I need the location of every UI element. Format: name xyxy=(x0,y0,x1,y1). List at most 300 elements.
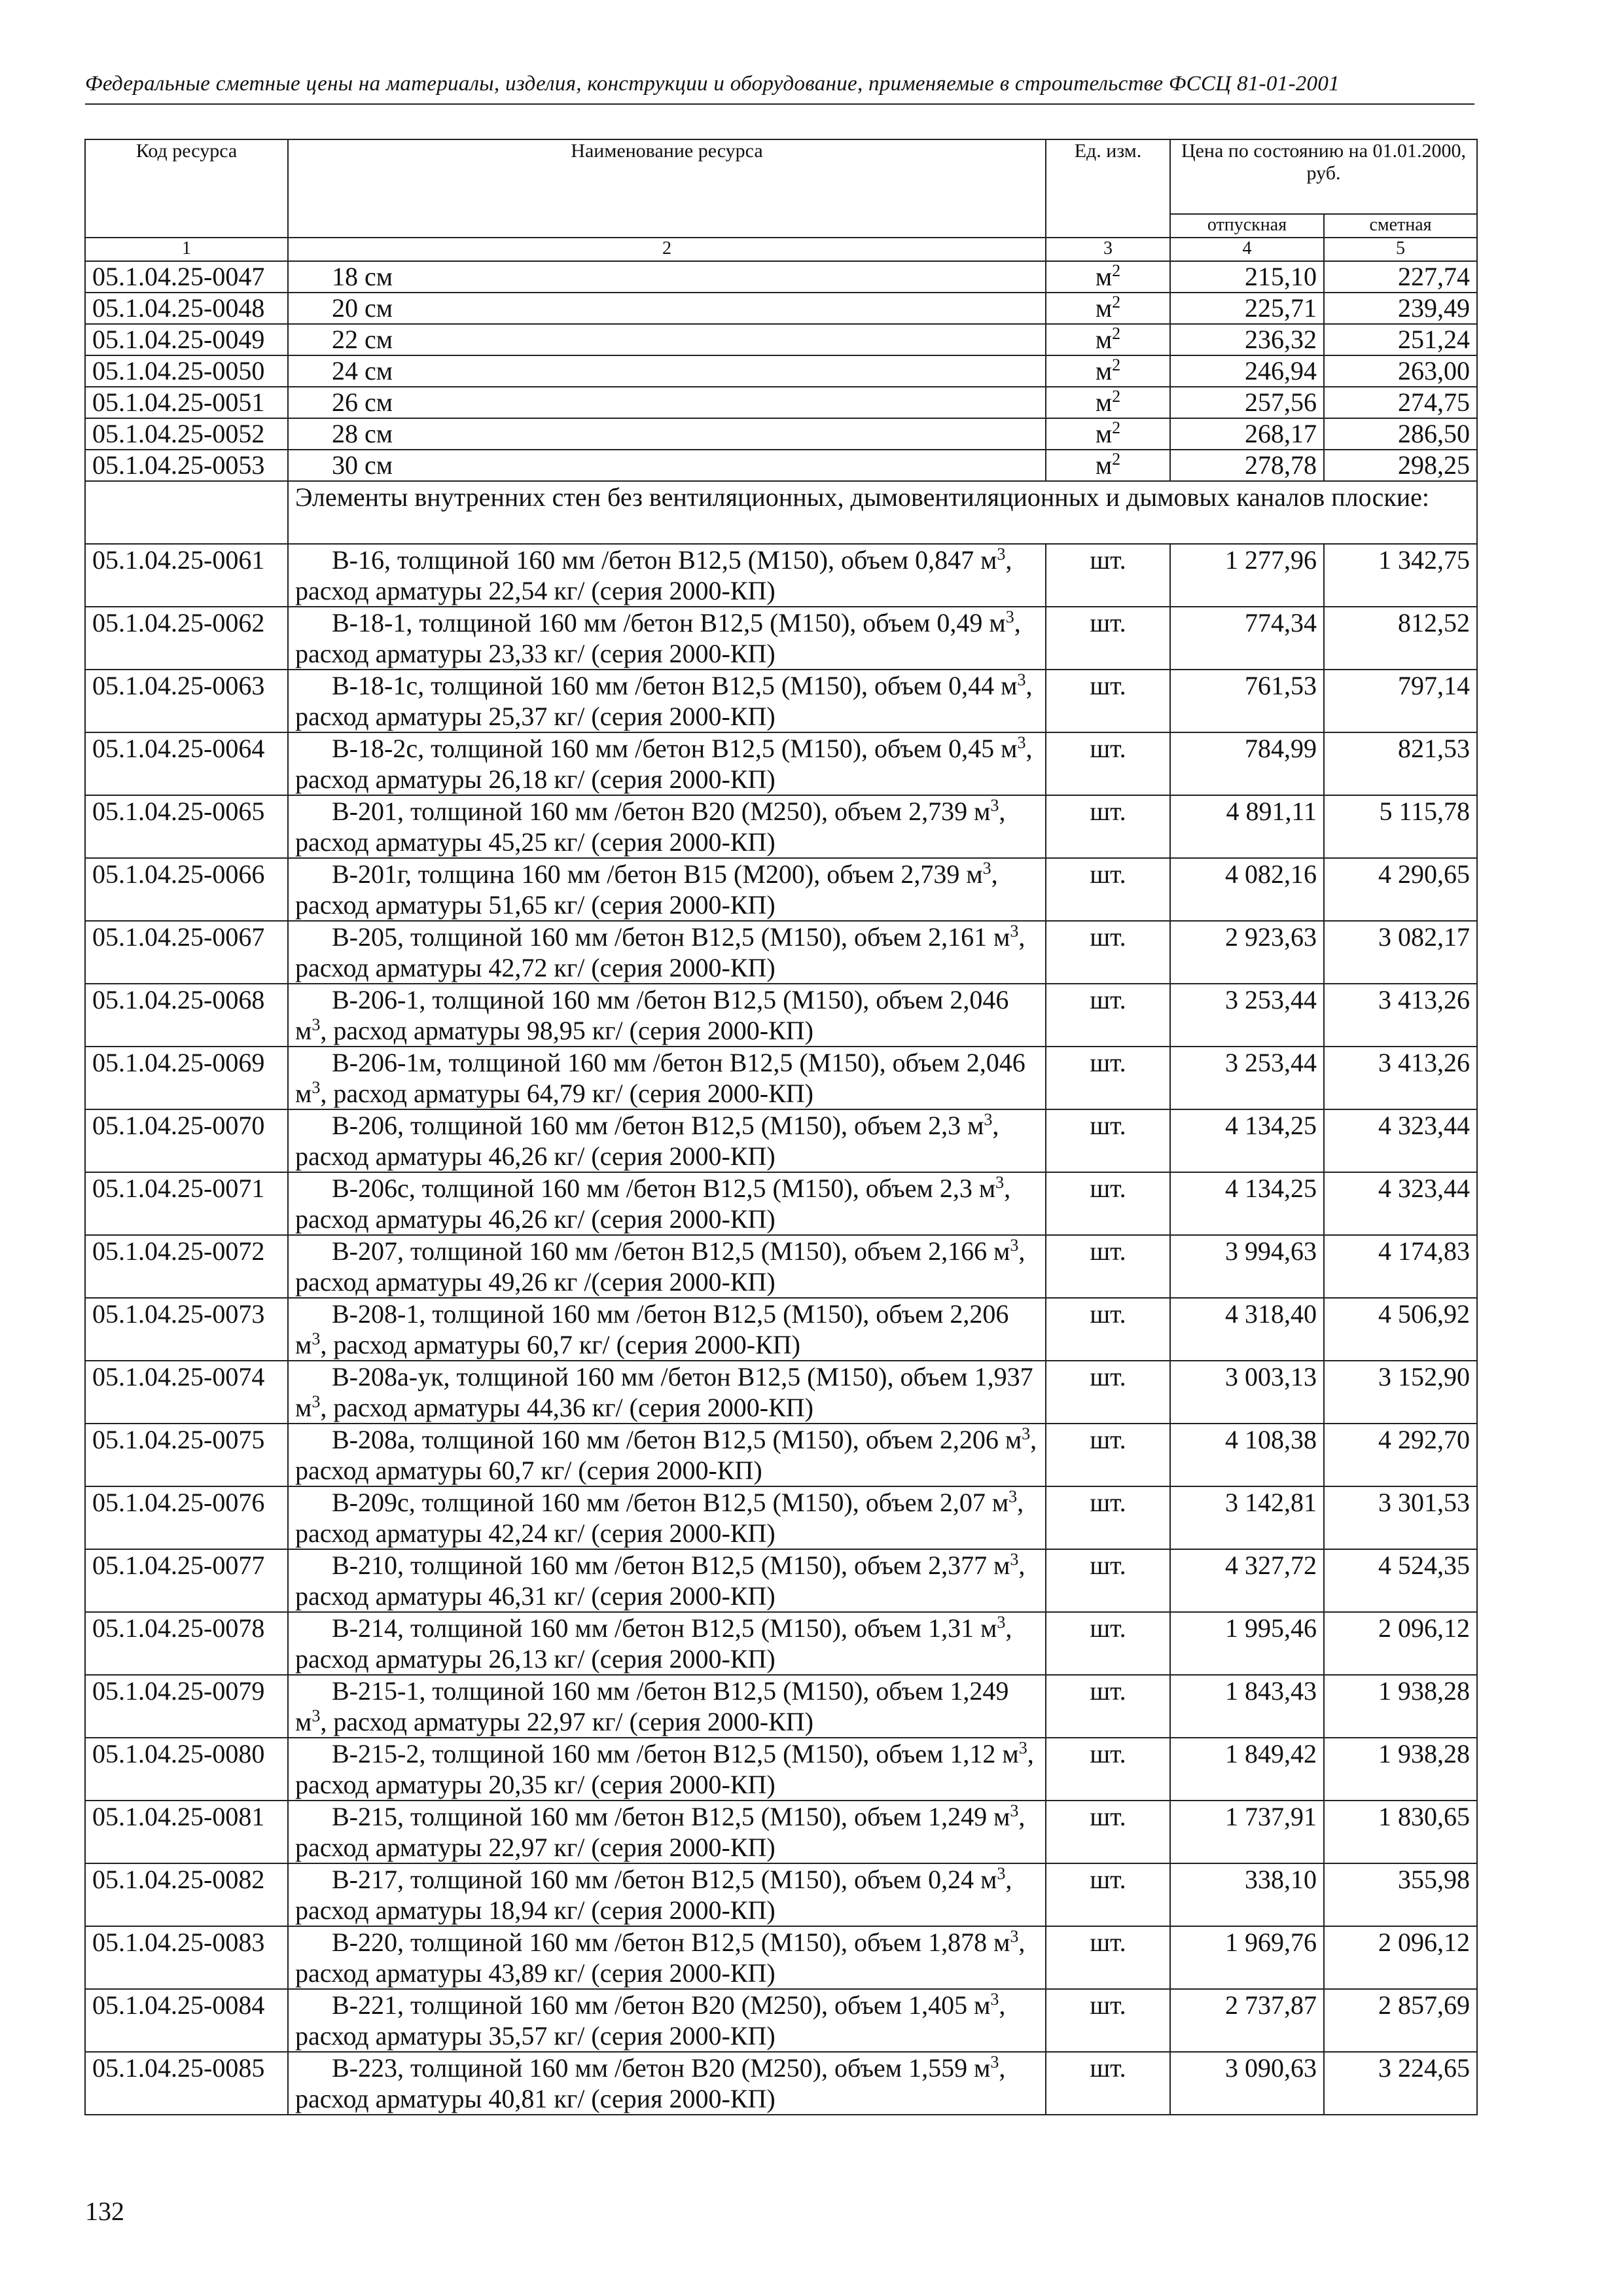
resource-name-text: , расход арматуры 26,13 кг/ (серия 2000-КП) xyxy=(295,1613,1012,1674)
resource-name-text: В-217, толщиной 160 мм /бетон В12,5 (М150), объем 0,24 м xyxy=(332,1865,997,1894)
volume-exponent: 3 xyxy=(997,1864,1006,1883)
unit-exponent: 2 xyxy=(1112,418,1121,437)
volume-exponent: 3 xyxy=(982,859,991,878)
resource-name-text: , расход арматуры 20,35 кг/ (серия 2000-КП) xyxy=(295,1739,1034,1799)
price-release: 4 327,72 xyxy=(1170,1549,1324,1612)
resource-name-text: , расход арматуры 64,79 кг/ (серия 2000-КП) xyxy=(320,1079,813,1108)
table-row xyxy=(85,1486,1477,1549)
unit xyxy=(1046,387,1170,418)
resource-code: 05.1.04.25-0062 xyxy=(85,607,288,670)
price-estimate: 4 524,35 xyxy=(1324,1549,1477,1612)
resource-name xyxy=(288,1172,1046,1235)
resource-code: 05.1.04.25-0048 xyxy=(85,293,288,324)
unit: шт. xyxy=(1046,1738,1170,1801)
price-estimate: 821,53 xyxy=(1324,732,1477,795)
volume-exponent: 3 xyxy=(997,1613,1006,1632)
unit: шт. xyxy=(1046,1549,1170,1612)
price-release: 1 849,42 xyxy=(1170,1738,1324,1801)
unit: шт. xyxy=(1046,544,1170,607)
table-row xyxy=(85,858,1477,921)
price-release: 268,17 xyxy=(1170,418,1324,450)
resource-name-text: В-201г, толщина 160 мм /бетон В15 (М200), объем 2,739 м xyxy=(332,859,983,889)
price-estimate: 1 938,28 xyxy=(1324,1675,1477,1738)
table-row xyxy=(85,795,1477,858)
resource-code: 05.1.04.25-0072 xyxy=(85,1235,288,1298)
resource-name xyxy=(288,1298,1046,1361)
resource-name-text: , расход арматуры 22,97 кг/ (серия 2000-КП) xyxy=(295,1802,1026,1862)
resource-code: 05.1.04.25-0068 xyxy=(85,984,288,1047)
resource-code: 05.1.04.25-0069 xyxy=(85,1047,288,1109)
unit-exponent: 2 xyxy=(1112,261,1121,280)
column-number: 2 xyxy=(288,238,1046,261)
resource-code: 05.1.04.25-0053 xyxy=(85,450,288,481)
section-group xyxy=(85,481,1477,544)
resource-name xyxy=(288,387,1046,418)
unit: шт. xyxy=(1046,1235,1170,1298)
resource-name-text: , расход арматуры 49,26 кг /(серия 2000-КП) xyxy=(295,1236,1026,1297)
unit: шт. xyxy=(1046,1926,1170,1989)
volume-exponent: 3 xyxy=(1022,1424,1031,1443)
volume-exponent: 3 xyxy=(995,1173,1005,1192)
price-release: 4 891,11 xyxy=(1170,795,1324,858)
resource-name-text: В-210, толщиной 160 мм /бетон В12,5 (М150), объем 2,377 м xyxy=(332,1551,1010,1580)
price-estimate: 263,00 xyxy=(1324,355,1477,387)
resource-code: 05.1.04.25-0077 xyxy=(85,1549,288,1612)
volume-exponent: 3 xyxy=(312,1392,321,1411)
unit xyxy=(1046,450,1170,481)
table-row xyxy=(85,1612,1477,1675)
resource-name-text: В-206, толщиной 160 мм /бетон В12,5 (М150), объем 2,3 м xyxy=(332,1111,984,1140)
price-estimate: 797,14 xyxy=(1324,670,1477,732)
column-number: 1 xyxy=(85,238,288,261)
resource-name-text: , расход арматуры 35,57 кг/ (серия 2000-КП) xyxy=(295,1990,1006,2051)
table-row xyxy=(85,1801,1477,1863)
table-row xyxy=(85,1549,1477,1612)
unit: шт. xyxy=(1046,858,1170,921)
header-price: Цена по состоянию на 01.01.2000, руб. xyxy=(1170,139,1477,214)
resource-name-text: В-209с, толщиной 160 мм /бетон В12,5 (М150), объем 2,07 м xyxy=(332,1488,1009,1517)
volume-exponent: 3 xyxy=(312,1078,321,1097)
table-row xyxy=(85,1863,1477,1926)
price-estimate: 4 506,92 xyxy=(1324,1298,1477,1361)
short-rows xyxy=(85,261,1477,481)
table-row xyxy=(85,1361,1477,1424)
resource-code: 05.1.04.25-0085 xyxy=(85,2052,288,2115)
resource-name-text: , расход арматуры 44,36 кг/ (серия 2000-КП) xyxy=(320,1393,813,1422)
resource-name-text: В-220, толщиной 160 мм /бетон В12,5 (М150), объем 1,878 м xyxy=(332,1928,1010,1957)
resource-name xyxy=(288,418,1046,450)
table-row xyxy=(85,1926,1477,1989)
unit-exponent: 2 xyxy=(1112,324,1121,343)
price-release: 1 843,43 xyxy=(1170,1675,1324,1738)
volume-exponent: 3 xyxy=(990,2053,999,2072)
resource-code: 05.1.04.25-0084 xyxy=(85,1989,288,2052)
resource-name-text: В-215, толщиной 160 мм /бетон В12,5 (М150), объем 1,249 м xyxy=(332,1802,1010,1831)
price-release: 4 318,40 xyxy=(1170,1298,1324,1361)
unit: шт. xyxy=(1046,1361,1170,1424)
price-estimate: 3 301,53 xyxy=(1324,1486,1477,1549)
resource-name-text: В-18-1с, толщиной 160 мм /бетон В12,5 (М150), объем 0,44 м xyxy=(332,671,1018,700)
unit xyxy=(1046,293,1170,324)
resource-name-text: , расход арматуры 98,95 кг/ (серия 2000-КП) xyxy=(320,1016,813,1045)
resource-code: 05.1.04.25-0076 xyxy=(85,1486,288,1549)
resource-name xyxy=(288,1549,1046,1612)
resource-name xyxy=(288,1863,1046,1926)
volume-exponent: 3 xyxy=(990,796,999,815)
resource-name-text: , расход арматуры 46,26 кг/ (серия 2000-КП) xyxy=(295,1174,1011,1234)
resource-name-text: 18 см xyxy=(332,262,393,291)
price-release: 278,78 xyxy=(1170,450,1324,481)
table-row xyxy=(85,355,1477,387)
resource-name-text: 22 см xyxy=(332,325,393,354)
resource-code: 05.1.04.25-0080 xyxy=(85,1738,288,1801)
volume-exponent: 3 xyxy=(1010,922,1019,941)
resource-name-text: В-221, толщиной 160 мм /бетон В20 (М250), объем 1,405 м xyxy=(332,1990,991,2020)
header-price-estimate: сметная xyxy=(1324,214,1477,238)
unit: шт. xyxy=(1046,1298,1170,1361)
table-row xyxy=(85,984,1477,1047)
unit: шт. xyxy=(1046,1801,1170,1863)
price-estimate: 1 938,28 xyxy=(1324,1738,1477,1801)
volume-exponent: 3 xyxy=(1017,733,1026,752)
resource-code: 05.1.04.25-0051 xyxy=(85,387,288,418)
resource-name-text: 20 см xyxy=(332,293,393,323)
price-release: 3 253,44 xyxy=(1170,984,1324,1047)
resource-code: 05.1.04.25-0064 xyxy=(85,732,288,795)
resource-name xyxy=(288,1047,1046,1109)
unit: шт. xyxy=(1046,670,1170,732)
volume-exponent: 3 xyxy=(1018,1738,1027,1757)
unit: шт. xyxy=(1046,607,1170,670)
resource-name xyxy=(288,355,1046,387)
table-row xyxy=(85,2052,1477,2115)
resource-name xyxy=(288,1235,1046,1298)
unit: шт. xyxy=(1046,1612,1170,1675)
resource-name-text: В-215-2, толщиной 160 мм /бетон В12,5 (М150), объем 1,12 м xyxy=(332,1739,1019,1768)
resource-name-text: , расход арматуры 18,94 кг/ (серия 2000-КП) xyxy=(295,1865,1012,1925)
table-row xyxy=(85,324,1477,355)
table-row xyxy=(85,1298,1477,1361)
resource-name-text: , расход арматуры 23,33 кг/ (серия 2000-КП) xyxy=(295,608,1021,668)
long-rows xyxy=(85,544,1477,2115)
resource-name-text: В-206-1м, толщиной 160 мм /бетон В12,5 (М150), объем 2,046 м xyxy=(295,1048,1026,1108)
price-release: 4 134,25 xyxy=(1170,1109,1324,1172)
price-release: 215,10 xyxy=(1170,261,1324,293)
unit xyxy=(1046,324,1170,355)
resource-name xyxy=(288,1801,1046,1863)
resource-code: 05.1.04.25-0052 xyxy=(85,418,288,450)
resource-code: 05.1.04.25-0050 xyxy=(85,355,288,387)
unit xyxy=(1046,261,1170,293)
volume-exponent: 3 xyxy=(312,1706,321,1725)
resource-name-text: , расход арматуры 22,54 кг/ (серия 2000-КП) xyxy=(295,545,1012,605)
unit-exponent: 2 xyxy=(1112,450,1121,469)
resource-name-text: , расход арматуры 46,31 кг/ (серия 2000-КП) xyxy=(295,1551,1026,1611)
volume-exponent: 3 xyxy=(1010,1927,1019,1946)
resource-name-text: В-206с, толщиной 160 мм /бетон В12,5 (М150), объем 2,3 м xyxy=(332,1174,996,1203)
table-row xyxy=(85,418,1477,450)
price-estimate: 3 413,26 xyxy=(1324,1047,1477,1109)
unit-text: м xyxy=(1095,419,1113,448)
table-row xyxy=(85,1675,1477,1738)
resource-name xyxy=(288,293,1046,324)
resource-name xyxy=(288,858,1046,921)
price-estimate: 251,24 xyxy=(1324,324,1477,355)
resource-code: 05.1.04.25-0047 xyxy=(85,261,288,293)
resource-name xyxy=(288,607,1046,670)
price-estimate: 4 290,65 xyxy=(1324,858,1477,921)
column-number-row xyxy=(85,238,1477,261)
resource-name-text: В-208-1, толщиной 160 мм /бетон В12,5 (М150), объем 2,206 м xyxy=(295,1299,1009,1359)
table-row xyxy=(85,732,1477,795)
price-release: 4 134,25 xyxy=(1170,1172,1324,1235)
resource-code: 05.1.04.25-0049 xyxy=(85,324,288,355)
resource-name-text: В-223, толщиной 160 мм /бетон В20 (М250), объем 1,559 м xyxy=(332,2053,991,2083)
resource-code: 05.1.04.25-0078 xyxy=(85,1612,288,1675)
resource-code: 05.1.04.25-0081 xyxy=(85,1801,288,1863)
price-release: 225,71 xyxy=(1170,293,1324,324)
resource-name xyxy=(288,1612,1046,1675)
resource-name xyxy=(288,984,1046,1047)
price-release: 2 923,63 xyxy=(1170,921,1324,984)
price-release: 784,99 xyxy=(1170,732,1324,795)
volume-exponent: 3 xyxy=(312,1015,321,1034)
volume-exponent: 3 xyxy=(1005,607,1014,626)
resource-name xyxy=(288,795,1046,858)
table-row xyxy=(85,1235,1477,1298)
unit-exponent: 2 xyxy=(1112,355,1121,374)
page-header: Федеральные сметные цены на материалы, изделия, конструкции и оборудование, применяемые в строительстве ФССЦ 81-01-2001 xyxy=(85,72,1340,96)
resource-name-text: , расход арматуры 42,72 кг/ (серия 2000-КП) xyxy=(295,922,1026,982)
resource-code: 05.1.04.25-0075 xyxy=(85,1424,288,1486)
price-estimate: 1 830,65 xyxy=(1324,1801,1477,1863)
resource-code: 05.1.04.25-0065 xyxy=(85,795,288,858)
price-estimate: 286,50 xyxy=(1324,418,1477,450)
volume-exponent: 3 xyxy=(312,1329,321,1348)
unit-exponent: 2 xyxy=(1112,293,1121,312)
unit-text: м xyxy=(1095,262,1113,291)
price-estimate: 2 096,12 xyxy=(1324,1926,1477,1989)
unit-text: м xyxy=(1095,356,1113,386)
price-estimate: 3 413,26 xyxy=(1324,984,1477,1047)
resource-name-text: , расход арматуры 43,89 кг/ (серия 2000-КП) xyxy=(295,1928,1026,1988)
resource-name-text: , расход арматуры 26,18 кг/ (серия 2000-КП) xyxy=(295,734,1033,794)
section-title: Элементы внутренних стен без вентиляционных, дымовентиляционных и дымовых каналов плоские: xyxy=(288,481,1477,544)
resource-name-text: , расход арматуры 51,65 кг/ (серия 2000-КП) xyxy=(295,859,998,920)
resource-name-text: 28 см xyxy=(332,419,393,448)
resource-name-text: , расход арматуры 25,37 кг/ (серия 2000-КП) xyxy=(295,671,1033,731)
resource-code: 05.1.04.25-0061 xyxy=(85,544,288,607)
resource-name-text: В-201, толщиной 160 мм /бетон В20 (М250), объем 2,739 м xyxy=(332,797,991,826)
resource-code: 05.1.04.25-0082 xyxy=(85,1863,288,1926)
resource-name xyxy=(288,1926,1046,1989)
price-estimate: 3 082,17 xyxy=(1324,921,1477,984)
price-estimate: 355,98 xyxy=(1324,1863,1477,1926)
resource-name-text: , расход арматуры 45,25 кг/ (серия 2000-КП) xyxy=(295,797,1006,857)
resource-code: 05.1.04.25-0083 xyxy=(85,1926,288,1989)
unit xyxy=(1046,355,1170,387)
resource-name xyxy=(288,1361,1046,1424)
resource-code: 05.1.04.25-0063 xyxy=(85,670,288,732)
header-code: Код ресурса xyxy=(85,139,288,238)
unit: шт. xyxy=(1046,1675,1170,1738)
unit: шт. xyxy=(1046,1109,1170,1172)
header-rule xyxy=(85,103,1474,105)
unit-text: м xyxy=(1095,387,1113,417)
price-estimate: 2 857,69 xyxy=(1324,1989,1477,2052)
volume-exponent: 3 xyxy=(1010,1550,1019,1569)
column-number: 5 xyxy=(1324,238,1477,261)
resource-name-text: , расход арматуры 40,81 кг/ (серия 2000-КП) xyxy=(295,2053,1006,2113)
unit: шт. xyxy=(1046,1486,1170,1549)
resource-code: 05.1.04.25-0073 xyxy=(85,1298,288,1361)
price-release: 338,10 xyxy=(1170,1863,1324,1926)
header-price-release: отпускная xyxy=(1170,214,1324,238)
unit: шт. xyxy=(1046,1172,1170,1235)
unit: шт. xyxy=(1046,1863,1170,1926)
resource-name-text: , расход арматуры 60,7 кг/ (серия 2000-КП) xyxy=(320,1330,800,1359)
resource-name xyxy=(288,732,1046,795)
price-release: 1 277,96 xyxy=(1170,544,1324,607)
resource-name-text: , расход арматуры 46,26 кг/ (серия 2000-КП) xyxy=(295,1111,999,1171)
unit: шт. xyxy=(1046,921,1170,984)
price-release: 3 003,13 xyxy=(1170,1361,1324,1424)
price-release: 3 142,81 xyxy=(1170,1486,1324,1549)
unit: шт. xyxy=(1046,732,1170,795)
table-row xyxy=(85,607,1477,670)
volume-exponent: 3 xyxy=(984,1110,993,1129)
table-row xyxy=(85,450,1477,481)
header-unit: Ед. изм. xyxy=(1046,139,1170,238)
volume-exponent: 3 xyxy=(997,545,1006,564)
price-estimate: 1 342,75 xyxy=(1324,544,1477,607)
resource-name-text: В-16, толщиной 160 мм /бетон В12,5 (М150), объем 0,847 м xyxy=(332,545,997,575)
table-row xyxy=(85,1738,1477,1801)
unit: шт. xyxy=(1046,1047,1170,1109)
price-release: 4 108,38 xyxy=(1170,1424,1324,1486)
volume-exponent: 3 xyxy=(1010,1236,1019,1255)
resource-name xyxy=(288,261,1046,293)
price-estimate: 2 096,12 xyxy=(1324,1612,1477,1675)
resource-name xyxy=(288,1486,1046,1549)
table-row xyxy=(85,387,1477,418)
resource-name-text: 30 см xyxy=(332,450,393,480)
price-release: 246,94 xyxy=(1170,355,1324,387)
unit-text: м xyxy=(1095,450,1113,480)
header-name: Наименование ресурса xyxy=(288,139,1046,238)
unit: шт. xyxy=(1046,795,1170,858)
resource-code: 05.1.04.25-0067 xyxy=(85,921,288,984)
resource-name-text: В-206-1, толщиной 160 мм /бетон В12,5 (М150), объем 2,046 м xyxy=(295,985,1009,1045)
resource-name xyxy=(288,1109,1046,1172)
unit-exponent: 2 xyxy=(1112,387,1121,406)
price-estimate: 5 115,78 xyxy=(1324,795,1477,858)
price-release: 1 737,91 xyxy=(1170,1801,1324,1863)
price-estimate: 239,49 xyxy=(1324,293,1477,324)
table-row xyxy=(85,1109,1477,1172)
section-code-cell xyxy=(85,481,288,544)
resource-name-text: , расход арматуры 22,97 кг/ (серия 2000-КП) xyxy=(320,1707,813,1736)
column-number: 3 xyxy=(1046,238,1170,261)
price-release: 761,53 xyxy=(1170,670,1324,732)
table-row xyxy=(85,1424,1477,1486)
resource-name-text: В-207, толщиной 160 мм /бетон В12,5 (М150), объем 2,166 м xyxy=(332,1236,1010,1266)
resource-name xyxy=(288,2052,1046,2115)
price-estimate: 3 152,90 xyxy=(1324,1361,1477,1424)
volume-exponent: 3 xyxy=(1017,670,1026,689)
resource-name-text: В-215-1, толщиной 160 мм /бетон В12,5 (М150), объем 1,249 м xyxy=(295,1676,1009,1736)
resource-name xyxy=(288,670,1046,732)
resource-code: 05.1.04.25-0074 xyxy=(85,1361,288,1424)
price-estimate: 4 292,70 xyxy=(1324,1424,1477,1486)
resource-code: 05.1.04.25-0071 xyxy=(85,1172,288,1235)
resource-code: 05.1.04.25-0079 xyxy=(85,1675,288,1738)
resource-name xyxy=(288,1738,1046,1801)
table-header xyxy=(85,139,1477,261)
price-estimate: 227,74 xyxy=(1324,261,1477,293)
price-estimate: 3 224,65 xyxy=(1324,2052,1477,2115)
price-estimate: 4 174,83 xyxy=(1324,1235,1477,1298)
resource-name-text: , расход арматуры 42,24 кг/ (серия 2000-КП) xyxy=(295,1488,1024,1548)
resource-name xyxy=(288,1675,1046,1738)
volume-exponent: 3 xyxy=(990,1990,999,2009)
price-release: 3 994,63 xyxy=(1170,1235,1324,1298)
table-row xyxy=(85,293,1477,324)
unit xyxy=(1046,418,1170,450)
resource-name xyxy=(288,450,1046,481)
price-table xyxy=(84,139,1478,2115)
unit: шт. xyxy=(1046,2052,1170,2115)
section-row xyxy=(85,481,1477,544)
price-release: 3 090,63 xyxy=(1170,2052,1324,2115)
table-row xyxy=(85,261,1477,293)
resource-name xyxy=(288,544,1046,607)
resource-name-text: В-214, толщиной 160 мм /бетон В12,5 (М150), объем 1,31 м xyxy=(332,1613,997,1643)
unit: шт. xyxy=(1046,1989,1170,2052)
table-row xyxy=(85,544,1477,607)
unit-text: м xyxy=(1095,325,1113,354)
price-release: 2 737,87 xyxy=(1170,1989,1324,2052)
resource-name-text: В-18-1, толщиной 160 мм /бетон В12,5 (М150), объем 0,49 м xyxy=(332,608,1006,637)
unit: шт. xyxy=(1046,1424,1170,1486)
resource-name-text: 26 см xyxy=(332,387,393,417)
price-estimate: 298,25 xyxy=(1324,450,1477,481)
volume-exponent: 3 xyxy=(1010,1801,1019,1820)
table-row xyxy=(85,1047,1477,1109)
resource-name xyxy=(288,1424,1046,1486)
page-number: 132 xyxy=(85,2197,124,2226)
volume-exponent: 3 xyxy=(1008,1487,1018,1506)
table-row xyxy=(85,1172,1477,1235)
resource-code: 05.1.04.25-0070 xyxy=(85,1109,288,1172)
resource-name xyxy=(288,324,1046,355)
price-release: 1 969,76 xyxy=(1170,1926,1324,1989)
resource-code: 05.1.04.25-0066 xyxy=(85,858,288,921)
resource-name-text: В-208а-ук, толщиной 160 мм /бетон В12,5 (М150), объем 1,937 м xyxy=(295,1362,1033,1422)
unit-text: м xyxy=(1095,293,1113,323)
table-row xyxy=(85,1989,1477,2052)
unit: шт. xyxy=(1046,984,1170,1047)
resource-name xyxy=(288,921,1046,984)
resource-name-text: В-205, толщиной 160 мм /бетон В12,5 (М150), объем 2,161 м xyxy=(332,922,1010,952)
table-row xyxy=(85,921,1477,984)
price-estimate: 4 323,44 xyxy=(1324,1172,1477,1235)
resource-name-text: В-208а, толщиной 160 мм /бетон В12,5 (М150), объем 2,206 м xyxy=(332,1425,1022,1454)
price-release: 257,56 xyxy=(1170,387,1324,418)
column-number: 4 xyxy=(1170,238,1324,261)
price-release: 4 082,16 xyxy=(1170,858,1324,921)
resource-name xyxy=(288,1989,1046,2052)
